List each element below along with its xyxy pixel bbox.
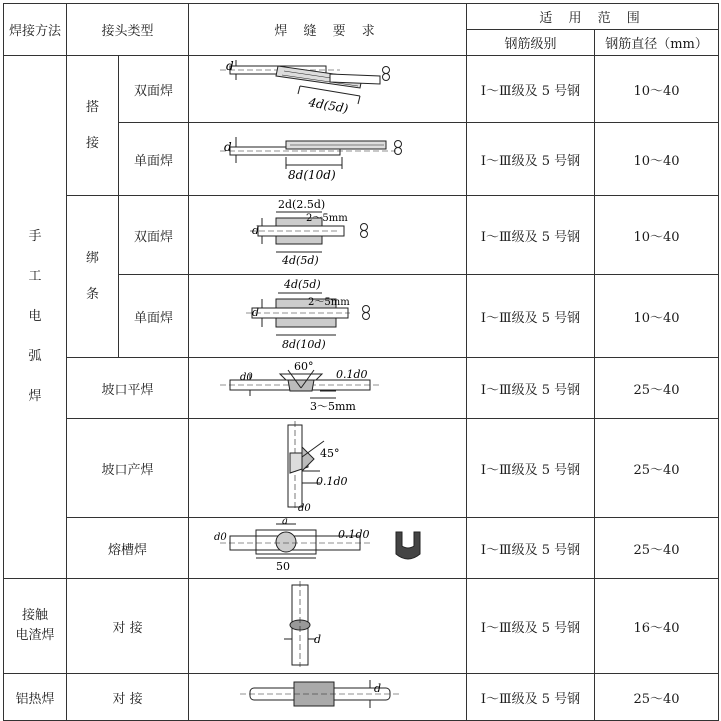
- diagram-groove-flat: [189, 358, 467, 419]
- label-d: d: [313, 633, 321, 646]
- diameter-cell: 25～40: [595, 674, 719, 721]
- label-tenth-d0: 0.1d0: [335, 368, 368, 381]
- joint-type-cell: 坡口产焊: [67, 419, 189, 518]
- joint-type-cell: 双面焊: [119, 196, 189, 275]
- joint-type-cell: 对 接: [67, 674, 189, 721]
- grade-cell: Ⅰ～Ⅲ级及 5 号钢: [467, 518, 595, 579]
- diameter-cell: 10～40: [595, 56, 719, 123]
- group-electroslag: 接触 电渣焊: [4, 579, 67, 674]
- group-lap-char: 接: [85, 135, 99, 151]
- diagram-bind-double: [189, 196, 467, 275]
- diagram-lap-double: [189, 56, 467, 123]
- label-d: d: [373, 682, 381, 695]
- diagram-groove-slot: [189, 518, 467, 579]
- header-scope: 适 用 范 围: [467, 4, 719, 30]
- grade-cell: Ⅰ～Ⅲ级及 5 号钢: [467, 196, 595, 275]
- group-bind: [67, 196, 119, 358]
- label-bind-double-bottom: 4d(5d): [281, 254, 319, 267]
- weld-spec-table: [3, 3, 719, 721]
- label-lap-single-len: 8d(10d): [287, 168, 336, 182]
- grade-cell: Ⅰ～Ⅲ级及 5 号钢: [467, 358, 595, 419]
- group-bind-char: 条: [85, 286, 99, 302]
- header-grade: 钢筋级别: [467, 30, 595, 56]
- grade-cell: Ⅰ～Ⅲ级及 5 号钢: [467, 123, 595, 196]
- grade-cell: Ⅰ～Ⅲ级及 5 号钢: [467, 674, 595, 721]
- label-bind-single-gap: 2～5mm: [307, 297, 350, 308]
- joint-type-cell: 单面焊: [119, 123, 189, 196]
- label-angle60: 60°: [293, 360, 314, 373]
- label-bind-single-bottom: 8d(10d): [281, 338, 326, 351]
- diameter-cell: 25～40: [595, 358, 719, 419]
- label-bind-double-top: 2d(2.5d): [277, 198, 325, 211]
- group-lap: [67, 56, 119, 196]
- diagram-bind-single: [189, 275, 467, 358]
- label-d: d: [225, 59, 234, 73]
- group-manual-char: 工: [28, 269, 42, 284]
- label-d: d: [251, 224, 259, 237]
- diameter-cell: 25～40: [595, 518, 719, 579]
- group-thermit: 铝热焊: [4, 674, 67, 721]
- diagram-lap-single: [189, 123, 467, 196]
- label-d: d: [251, 306, 259, 319]
- diameter-cell: 10～40: [595, 275, 719, 358]
- joint-type-cell: 熔槽焊: [67, 518, 189, 579]
- label-bind-single-top: 4d(5d): [283, 278, 321, 291]
- group-manual-char: 焊: [28, 389, 42, 404]
- thermit-diagram: [190, 674, 466, 716]
- joint-type-cell: 对 接: [67, 579, 189, 674]
- joint-type-cell: 坡口平焊: [67, 358, 189, 419]
- label-bind-double-gap: 2～5mm: [305, 213, 348, 224]
- label-lap-double-len: 4d(5d): [306, 95, 349, 116]
- joint-type-cell: 双面焊: [119, 56, 189, 123]
- groove-vertical-diagram: [190, 419, 466, 513]
- lap-double-diagram: [190, 56, 466, 118]
- diameter-cell: 10～40: [595, 196, 719, 275]
- group-bind-char: 绑: [85, 250, 99, 266]
- label-a: a: [281, 518, 288, 527]
- group-lap-char: 搭: [85, 99, 99, 115]
- label-tenth-d0: 0.1d0: [315, 475, 348, 488]
- header-diameter: 钢筋直径（mm）: [595, 30, 719, 56]
- label-d0: d0: [239, 372, 253, 383]
- joint-type-cell: 单面焊: [119, 275, 189, 358]
- header-joint-type: 接头类型: [67, 4, 189, 56]
- group-manual-char: 弧: [28, 349, 42, 364]
- bind-double-diagram: [190, 196, 466, 270]
- group-manual-char: 电: [28, 309, 42, 324]
- label-d0: d0: [213, 532, 227, 543]
- label-d0: d0: [297, 503, 311, 513]
- label-tenth-d0: 0.1d0: [337, 528, 370, 541]
- label-fifty: 50: [275, 560, 290, 573]
- groove-flat-diagram: [190, 358, 466, 414]
- bind-single-diagram: [190, 275, 466, 353]
- grade-cell: Ⅰ～Ⅲ级及 5 号钢: [467, 579, 595, 674]
- grade-cell: Ⅰ～Ⅲ级及 5 号钢: [467, 56, 595, 123]
- diameter-cell: 10～40: [595, 123, 719, 196]
- header-method: 焊接方法: [4, 4, 67, 56]
- diagram-groove-vertical: [189, 419, 467, 518]
- label-d: d: [223, 140, 232, 154]
- groove-slot-diagram: [190, 518, 466, 574]
- diameter-cell: 16～40: [595, 579, 719, 674]
- group-manual-char: 手: [28, 229, 42, 244]
- grade-cell: Ⅰ～Ⅲ级及 5 号钢: [467, 419, 595, 518]
- group-manual-arc: [4, 56, 67, 579]
- header-weld-req: 焊 缝 要 求: [189, 4, 467, 56]
- grade-cell: Ⅰ～Ⅲ级及 5 号钢: [467, 275, 595, 358]
- label-angle45: 45°: [319, 447, 340, 460]
- label-gap-3-5: 3～5mm: [309, 400, 356, 413]
- lap-single-diagram: [190, 123, 466, 191]
- diameter-cell: 25～40: [595, 419, 719, 518]
- diagram-thermit: [189, 674, 467, 721]
- diagram-electroslag: [189, 579, 467, 674]
- electroslag-diagram: [190, 579, 466, 669]
